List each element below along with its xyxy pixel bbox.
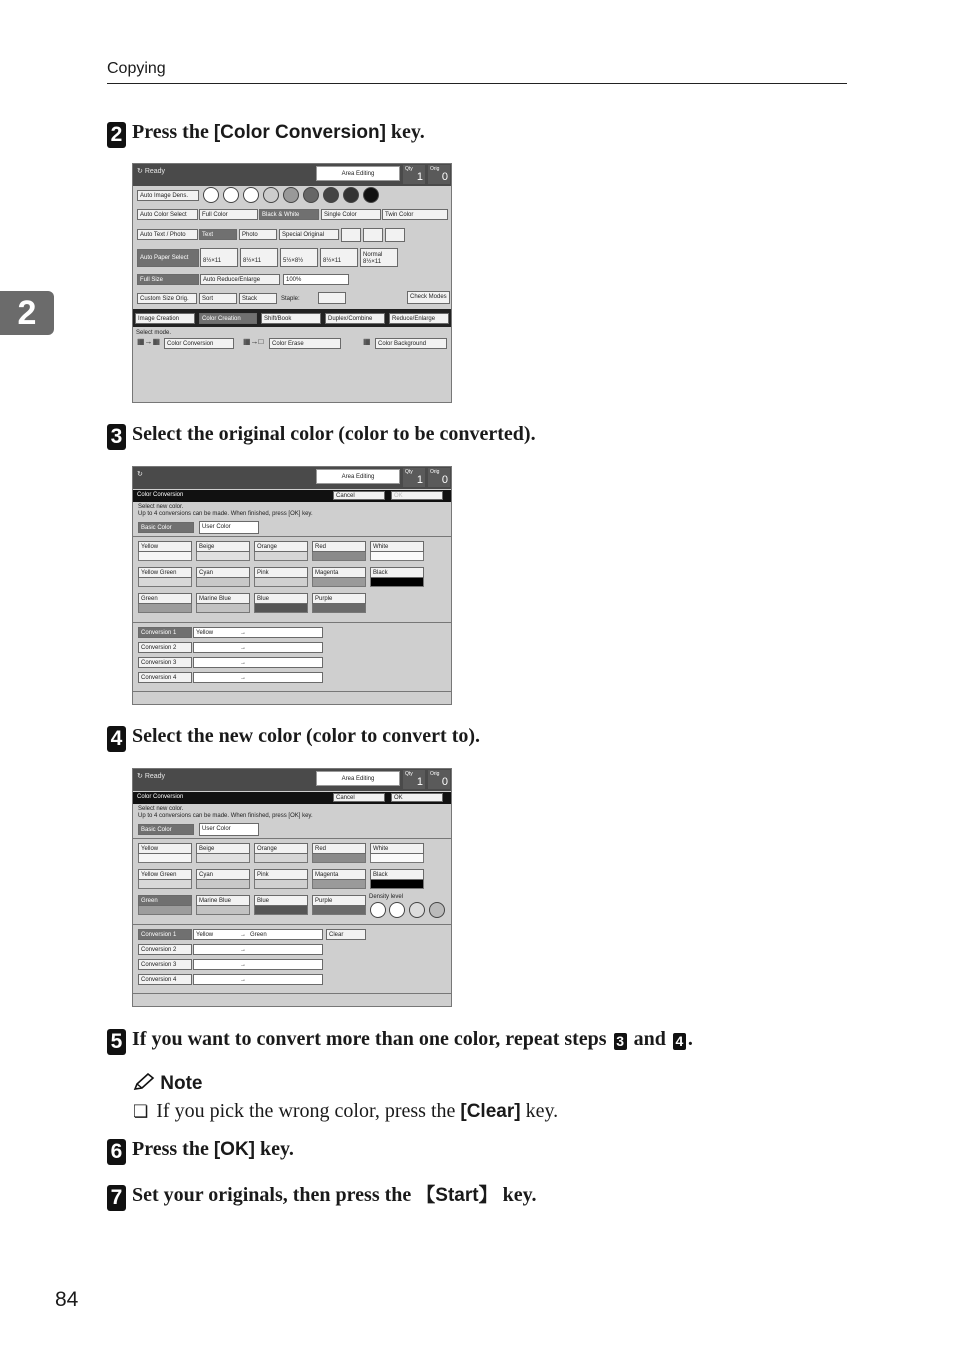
tab-basic-color[interactable]: Basic Color — [138, 522, 194, 533]
area-editing-button[interactable]: Area Editing — [316, 771, 400, 786]
conversion-slot-button[interactable]: Conversion 1 — [138, 929, 192, 940]
mode-icon[interactable] — [341, 228, 361, 242]
density-level[interactable] — [389, 902, 405, 918]
key-name: [Color Conversion] — [213, 122, 386, 143]
copies-counter: Qty 1 — [405, 469, 423, 486]
to-color: Green — [250, 932, 267, 938]
tab-duplex-combine[interactable]: Duplex/Combine — [325, 313, 385, 324]
conversion-slot-button[interactable]: Conversion 4 — [138, 974, 192, 985]
mode-icon[interactable] — [385, 228, 405, 242]
header-rule — [107, 83, 847, 84]
color-swatch — [312, 578, 366, 587]
conversion-field — [193, 944, 323, 955]
color-swatch — [370, 854, 424, 863]
page-number: 84 — [55, 1288, 79, 1311]
chapter-tab: 2 — [0, 291, 54, 335]
step-reference: 3 — [614, 1033, 627, 1050]
instruction-line-2: Up to 4 conversions can be made. When finished, press [OK] key. — [138, 511, 313, 517]
key-name: [OK] — [213, 1139, 255, 1160]
single-color-button[interactable]: Single Color — [321, 209, 381, 220]
background-icon: ▦ — [363, 337, 371, 346]
divider — [133, 536, 451, 537]
tab-color-creation[interactable]: Color Creation — [199, 313, 257, 324]
color-button[interactable]: Marine Blue — [196, 895, 250, 906]
density-level[interactable] — [243, 187, 259, 203]
color-background-button[interactable]: Color Background — [375, 338, 447, 349]
note-heading: Note — [133, 1073, 203, 1095]
pencil-icon — [133, 1073, 155, 1091]
instruction-line-2: Up to 4 conversions can be made. When finished, press [OK] key. — [138, 813, 313, 819]
color-button[interactable]: Blue — [254, 895, 308, 906]
color-button[interactable]: Beige — [196, 843, 250, 854]
density-level[interactable] — [303, 187, 319, 203]
from-color: Yellow — [196, 932, 214, 938]
color-swatch — [196, 880, 250, 889]
conversion-slot-button[interactable]: Conversion 3 — [138, 657, 192, 668]
density-level[interactable] — [223, 187, 239, 203]
color-swatch — [254, 906, 308, 915]
color-button[interactable]: Magenta — [312, 567, 366, 578]
color-button[interactable]: Yellow — [138, 541, 192, 552]
cancel-button[interactable]: Cancel — [333, 793, 385, 802]
color-swatch — [254, 552, 308, 561]
conversion-field — [193, 627, 323, 638]
status-bar — [133, 164, 451, 186]
color-swatch — [138, 578, 192, 587]
color-swatch — [196, 604, 250, 613]
originals-counter: Orig 0 — [430, 469, 448, 486]
status-bar — [133, 769, 451, 791]
color-button[interactable]: Green — [138, 895, 192, 906]
conversion-field — [193, 672, 323, 683]
color-swatch — [370, 578, 424, 587]
select-mode-label: Select mode. — [136, 330, 172, 336]
divider — [133, 924, 451, 925]
color-swatch — [312, 906, 366, 915]
density-level-label: Density level — [369, 894, 404, 900]
color-swatch — [254, 604, 308, 613]
color-button[interactable]: Purple — [312, 895, 366, 906]
conversion-icon: ▦→▦ — [137, 337, 161, 346]
tab-image-creation[interactable]: Image Creation — [135, 313, 195, 324]
color-swatch — [254, 578, 308, 587]
color-button[interactable]: Purple — [312, 593, 366, 604]
paper-tray-4[interactable]: 8½×11 — [320, 248, 358, 267]
divider — [133, 622, 451, 623]
color-swatch — [138, 880, 192, 889]
arrow-right-icon: → — [240, 645, 246, 651]
color-swatch — [138, 604, 192, 613]
step-6: 6 Press the [OK] key. — [107, 1138, 294, 1165]
color-button[interactable]: Orange — [254, 541, 308, 552]
tab-user-color[interactable]: User Color — [199, 521, 259, 534]
from-color: Yellow — [196, 630, 214, 636]
originals-counter: Orig 0 — [430, 771, 448, 788]
color-button[interactable]: Pink — [254, 869, 308, 880]
step-7: 7 Set your originals, then press the 【Start】 key. — [107, 1180, 536, 1211]
step-number: 2 — [107, 122, 126, 148]
ready-status: ↻ Ready — [137, 168, 166, 175]
dialog-title: Color Conversion — [133, 792, 451, 804]
auto-paper-select-button[interactable]: Auto Paper Select — [137, 249, 199, 267]
originals-counter: Orig 0 — [430, 166, 448, 183]
color-button[interactable]: Yellow Green — [138, 869, 192, 880]
color-swatch — [196, 552, 250, 561]
color-button[interactable]: Cyan — [196, 869, 250, 880]
key-name: [Clear] — [460, 1101, 521, 1122]
conversion-field — [193, 929, 323, 940]
bypass-tray[interactable]: Normal 8½×11 — [360, 248, 398, 267]
step-number: 4 — [107, 726, 126, 752]
arrow-right-icon: → — [240, 932, 246, 938]
color-swatch — [312, 604, 366, 613]
density-level[interactable] — [203, 187, 219, 203]
color-button[interactable]: Red — [312, 541, 366, 552]
color-swatch — [138, 552, 192, 561]
step-reference: 4 — [673, 1033, 686, 1050]
conversion-slot-button[interactable]: Conversion 2 — [138, 944, 192, 955]
full-size-button[interactable]: Full Size — [137, 274, 199, 285]
copier-panel-main — [132, 163, 452, 403]
color-button[interactable]: Orange — [254, 843, 308, 854]
auto-color-select-button[interactable]: Auto Color Select — [137, 209, 198, 220]
staple-icon[interactable] — [318, 292, 346, 304]
cancel-button[interactable]: Cancel — [333, 491, 385, 500]
color-button[interactable]: Marine Blue — [196, 593, 250, 604]
divider — [133, 691, 451, 692]
ok-button[interactable]: OK — [391, 793, 443, 802]
text-button[interactable]: Text — [199, 229, 237, 240]
divider — [133, 993, 451, 994]
erase-icon: ▦→□ — [243, 337, 264, 346]
conversion-slot-button[interactable]: Conversion 1 — [138, 627, 192, 638]
density-level[interactable] — [429, 902, 445, 918]
color-button[interactable]: Magenta — [312, 869, 366, 880]
note-text: ❏ If you pick the wrong color, press the [Clear] key. — [133, 1100, 559, 1122]
tab-user-color[interactable]: User Color — [199, 823, 259, 836]
color-swatch — [196, 854, 250, 863]
staple-label: Staple: — [281, 296, 300, 302]
color-conversion-panel-original — [132, 466, 452, 705]
arrow-right-icon: → — [240, 660, 246, 666]
color-button[interactable]: Green — [138, 593, 192, 604]
tab-reduce-enlarge[interactable]: Reduce/Enlarge — [389, 313, 449, 324]
color-swatch — [254, 854, 308, 863]
sort-button[interactable]: Sort — [199, 293, 237, 304]
twin-color-button[interactable]: Twin Color — [382, 209, 448, 220]
checkbox-bullet-icon: ❏ — [133, 1102, 149, 1122]
conversion-slot-button[interactable]: Conversion 4 — [138, 672, 192, 683]
divider — [133, 838, 451, 839]
color-button[interactable]: Beige — [196, 541, 250, 552]
conversion-slot-button[interactable]: Conversion 3 — [138, 959, 192, 970]
full-color-button[interactable]: Full Color — [199, 209, 258, 220]
arrow-right-icon: → — [240, 977, 246, 983]
ready-status: ↻ — [137, 471, 143, 478]
conversion-field — [193, 959, 323, 970]
step-number: 7 — [107, 1185, 126, 1211]
status-bar — [133, 467, 451, 489]
arrow-right-icon: → — [240, 675, 246, 681]
color-button[interactable]: Blue — [254, 593, 308, 604]
density-level[interactable] — [370, 902, 386, 918]
dialog-title: Color Conversion — [133, 490, 451, 502]
step-number: 3 — [107, 424, 126, 450]
color-swatch — [370, 880, 424, 889]
clear-button[interactable]: Clear — [326, 929, 366, 940]
tab-basic-color[interactable]: Basic Color — [138, 824, 194, 835]
arrow-right-icon: → — [240, 962, 246, 968]
conversion-slot-button[interactable]: Conversion 2 — [138, 642, 192, 653]
density-level[interactable] — [343, 187, 359, 203]
color-swatch — [312, 552, 366, 561]
auto-reduce-enlarge-button[interactable]: Auto Reduce/Enlarge — [200, 274, 280, 285]
density-level[interactable] — [323, 187, 339, 203]
copies-counter: Qty 1 — [405, 166, 423, 183]
color-button[interactable]: White — [370, 843, 424, 854]
color-swatch — [138, 854, 192, 863]
paper-tray-1[interactable]: 8½×11 — [200, 248, 238, 267]
color-button[interactable]: White — [370, 541, 424, 552]
special-original-button[interactable]: Special Original — [279, 229, 339, 240]
tab-shift-book[interactable]: Shift/Book — [261, 313, 321, 324]
ready-status: ↻ Ready — [137, 773, 166, 780]
step-number: 5 — [107, 1029, 126, 1055]
color-conversion-panel-new — [132, 768, 452, 1007]
density-level[interactable] — [363, 187, 379, 203]
color-swatch — [196, 906, 250, 915]
step-4: 4 Select the new color (color to convert to). — [107, 725, 480, 752]
area-editing-button[interactable]: Area Editing — [316, 469, 400, 484]
density-level[interactable] — [263, 187, 279, 203]
density-level[interactable] — [409, 902, 425, 918]
step-number: 6 — [107, 1139, 126, 1165]
conversion-field — [193, 974, 323, 985]
step-2: 2 Press the [Color Conversion] key. — [107, 121, 425, 148]
color-erase-button[interactable]: Color Erase — [269, 338, 341, 349]
instruction-line-1: Select new color. — [138, 504, 184, 510]
paper-tray-3[interactable]: 5½×8½ — [280, 248, 318, 267]
check-modes-button[interactable]: Check Modes — [407, 291, 450, 304]
step-3: 3 Select the original color (color to be converted). — [107, 423, 536, 450]
key-name: 【Start】 — [416, 1185, 498, 1206]
arrow-right-icon: → — [240, 630, 246, 636]
auto-text-photo-button[interactable]: Auto Text / Photo — [137, 229, 198, 240]
color-button[interactable]: Black — [370, 567, 424, 578]
area-editing-button[interactable]: Area Editing — [316, 166, 400, 181]
color-swatch — [370, 552, 424, 561]
color-button[interactable]: Black — [370, 869, 424, 880]
paper-tray-2[interactable]: 8½×11 — [240, 248, 278, 267]
color-swatch — [312, 854, 366, 863]
mode-icon[interactable] — [363, 228, 383, 242]
color-button[interactable]: Yellow — [138, 843, 192, 854]
conversion-field — [193, 642, 323, 653]
density-level[interactable] — [283, 187, 299, 203]
black-white-button[interactable]: Black & White — [259, 209, 319, 220]
copies-counter: Qty 1 — [405, 771, 423, 788]
color-conversion-button[interactable]: Color Conversion — [164, 338, 234, 349]
custom-size-original-button[interactable]: Custom Size Orig. — [137, 293, 197, 304]
color-button[interactable]: Red — [312, 843, 366, 854]
arrow-right-icon: → — [240, 947, 246, 953]
step-5: 5 If you want to convert more than one color, repeat steps 3 and 4 . — [107, 1028, 693, 1055]
color-swatch — [254, 880, 308, 889]
color-swatch — [196, 578, 250, 587]
conversion-field — [193, 657, 323, 668]
color-button[interactable]: Cyan — [196, 567, 250, 578]
ratio-display: 100% — [283, 274, 349, 285]
running-header: Copying — [107, 60, 166, 77]
color-button[interactable]: Pink — [254, 567, 308, 578]
color-button[interactable]: Yellow Green — [138, 567, 192, 578]
instruction-line-1: Select new color. — [138, 806, 184, 812]
auto-image-density-button[interactable]: Auto Image Dens. — [137, 190, 199, 201]
color-swatch — [312, 880, 366, 889]
color-swatch — [138, 906, 192, 915]
ok-button[interactable]: OK — [391, 491, 443, 500]
photo-button[interactable]: Photo — [239, 229, 277, 240]
stack-button[interactable]: Stack — [239, 293, 277, 304]
